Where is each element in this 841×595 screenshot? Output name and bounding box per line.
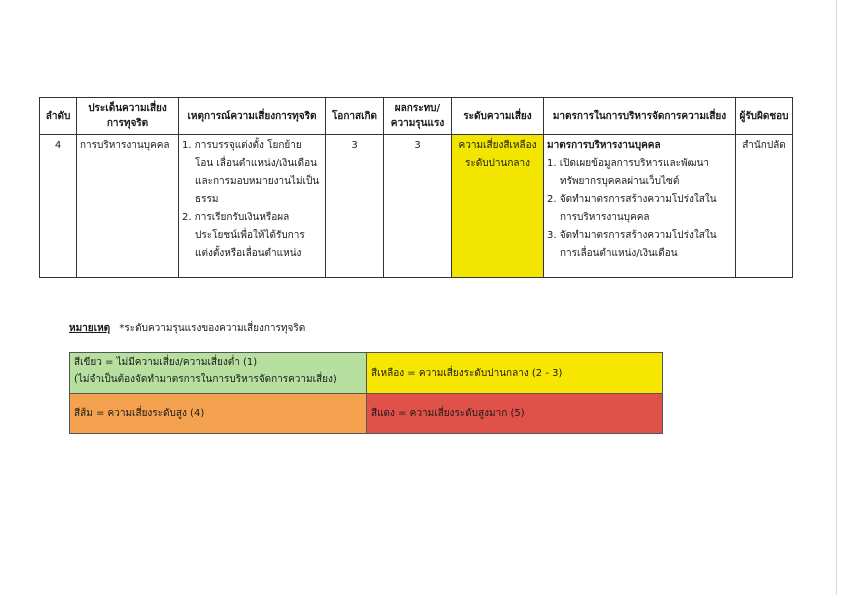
header-no: ลำดับ bbox=[40, 98, 77, 135]
header-likelihood: โอกาสเกิด bbox=[326, 98, 384, 135]
table-header-row bbox=[40, 98, 793, 135]
measure-item: 2. จัดทำมาตรการสร้างความโปร่งใสในการบริหารงานบุคคล bbox=[547, 194, 717, 223]
legend-red: สีแดง = ความเสี่ยงระดับสูงมาก (5) bbox=[367, 394, 662, 433]
note-text: *ระดับความรุนแรงของความเสี่ยงการทุจริต bbox=[119, 323, 306, 334]
risk-color-legend bbox=[69, 352, 663, 434]
legend-green bbox=[70, 353, 367, 394]
legend-green-line2: (ไม่จำเป็นต้องจัดทำมาตรการในการบริหารจัดการความเสี่ยง) bbox=[74, 374, 337, 385]
table-row bbox=[40, 135, 793, 278]
header-measures: มาตรการในการบริหารจัดการความเสี่ยง bbox=[544, 98, 736, 135]
measure-item: 1. เปิดเผยข้อมูลการบริหารและพัฒนาทรัพยากรบุคคลผ่านเว็บไซต์ bbox=[547, 158, 710, 187]
cause-item: 2. การเรียกรับเงินหรือผลประโยชน์เพื่อให้ได้รับการแต่งตั้งหรือเลื่อนตำแหน่ง bbox=[182, 212, 305, 259]
cell-risk-level: ความเสี่ยงสีเหลือง ระดับปานกลาง bbox=[452, 135, 544, 278]
note-label: หมายเหตุ bbox=[69, 323, 111, 334]
header-owner: ผู้รับผิดชอบ bbox=[736, 98, 793, 135]
cell-measures bbox=[544, 135, 736, 278]
page-edge-line bbox=[836, 0, 837, 595]
header-cause: เหตุการณ์ความเสี่ยงการทุจริต bbox=[179, 98, 326, 135]
measures-title: มาตรการบริหารงานบุคคล bbox=[547, 140, 661, 151]
legend-yellow: สีเหลือง = ความเสี่ยงระดับปานกลาง (2 - 3) bbox=[367, 353, 662, 394]
cell-owner: สำนักปลัด bbox=[736, 135, 793, 278]
cell-impact: 3 bbox=[384, 135, 452, 278]
cell-issue: การบริหารงานบุคคล bbox=[77, 135, 179, 278]
header-impact: ผลกระทบ/ ความรุนแรง bbox=[384, 98, 452, 135]
cell-no: 4 bbox=[40, 135, 77, 278]
header-issue: ประเด็นความเสี่ยง การทุจริต bbox=[77, 98, 179, 135]
cell-likelihood: 3 bbox=[326, 135, 384, 278]
risk-table bbox=[39, 97, 793, 278]
cell-cause bbox=[179, 135, 326, 278]
measure-item: 3. จัดทำมาตรการสร้างความโปร่งใสในการเลื่อนตำแหน่ง/เงินเดือน bbox=[547, 230, 717, 259]
legend-green-line1: สีเขียว = ไม่มีความเสี่ยง/ความเสี่ยงต่ำ (1) bbox=[74, 357, 258, 368]
cause-item: 1. การบรรจุแต่งตั้ง โยกย้าย โอน เลื่อนตำแหน่ง/เงินเดือน และการมอบหมายงานไม่เป็นธรรม bbox=[182, 140, 320, 205]
header-level: ระดับความเสี่ยง bbox=[452, 98, 544, 135]
legend-orange: สีส้ม = ความเสี่ยงระดับสูง (4) bbox=[70, 394, 367, 433]
note bbox=[69, 321, 305, 336]
